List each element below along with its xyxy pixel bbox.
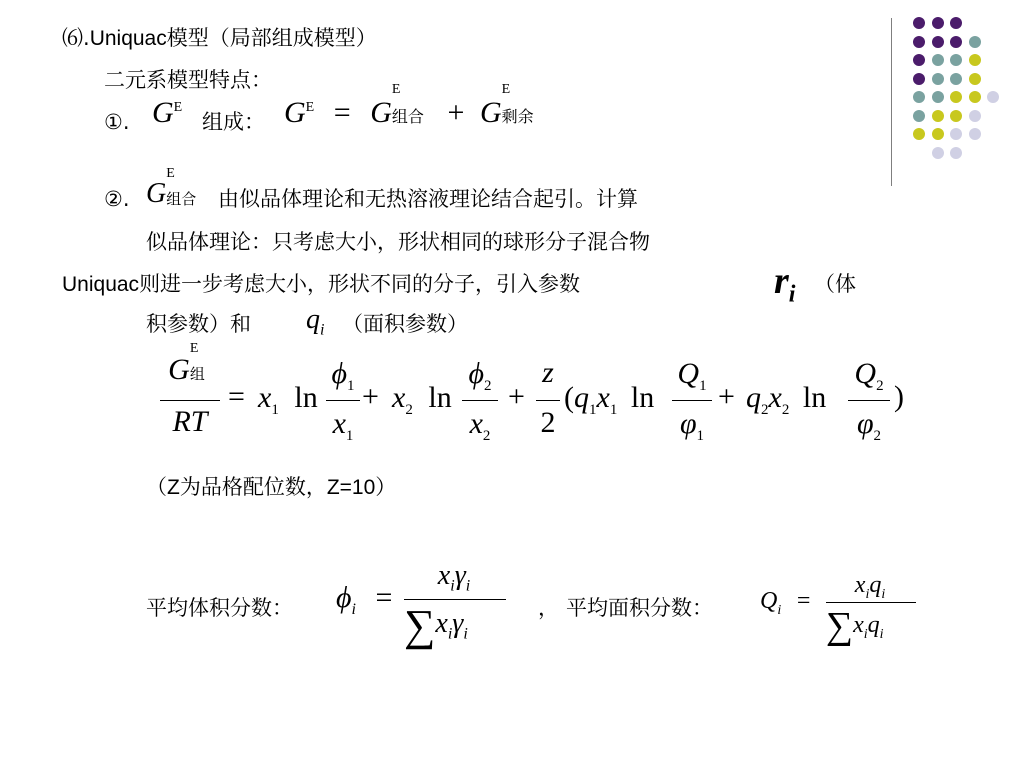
avg-area-lhs: $Q_i$ =: [760, 588, 811, 618]
item2-text: 由似品体理论和无热溶液理论结合起引。计算: [218, 187, 638, 211]
decorative-dot: [913, 36, 925, 48]
plus-2: +: [508, 380, 525, 413]
decorative-dot: [950, 91, 962, 103]
lhs-bar: [160, 400, 220, 401]
decorative-dot: [969, 110, 981, 122]
plus-1: +: [362, 380, 379, 413]
decorative-dot: [932, 54, 944, 66]
term1: $x_1$ ln: [258, 381, 318, 418]
decorative-dot: [913, 110, 925, 122]
decorative-dot: [950, 73, 962, 85]
features-line: 二元系模型特点：: [104, 68, 272, 92]
z-note: （Z为品格配位数，Z=10）: [146, 475, 397, 499]
term3-den: $\varphi_1$: [679, 407, 705, 444]
decorative-dot: [987, 91, 999, 103]
item1-equation: $G^E = G$ E 组合 + G E 剩余: [284, 82, 534, 129]
decorative-dot: [950, 36, 962, 48]
decorative-dot: [950, 128, 962, 140]
avg-area-num: $x_iq_i$: [854, 572, 886, 602]
avg-volume-num: $x_i\gamma_i$: [437, 560, 471, 595]
avg-volume-lhs: $\phi_i$ =: [336, 581, 393, 618]
decorative-dot: [932, 36, 944, 48]
decorative-dot: [969, 36, 981, 48]
item2-ge-symbol: G E 组合: [146, 166, 197, 209]
decorative-dot: [913, 73, 925, 85]
decorative-dot: [950, 17, 962, 29]
decorative-dot: [932, 128, 944, 140]
term1-num: $\phi_1$: [331, 357, 355, 394]
term2-num: $\phi_2$: [468, 357, 492, 394]
heading-latin: Uniquac: [89, 27, 167, 50]
uniquac-latin: Uniquac: [62, 273, 140, 296]
decorative-dot: [932, 91, 944, 103]
decorative-dot: [932, 147, 944, 159]
decorative-dot: [913, 54, 925, 66]
avg-volume-den: $\sum x_i\gamma_i$: [404, 601, 468, 650]
params-text1: 积参数）和: [146, 312, 251, 336]
param-q-symbol: $q_i$: [306, 304, 325, 339]
decorative-dot: [969, 73, 981, 85]
term3: ($q_1x_1$ ln: [564, 381, 655, 418]
param-r-symbol: $r_i$: [774, 260, 796, 308]
slide-heading: [62, 28, 377, 49]
item1-ge-symbol: $G^E$: [152, 96, 183, 129]
decorative-dot: [913, 91, 925, 103]
uniquac-text: 则进一步考虑大小，形状不同的分子，引入参数: [139, 272, 581, 296]
decorative-dot: [950, 147, 962, 159]
uniquac-line: [62, 274, 580, 295]
term1-bar: [326, 400, 360, 401]
decorative-dot: [932, 110, 944, 122]
z-den: 2: [540, 406, 556, 439]
decorative-dot: [950, 54, 962, 66]
lhs-denominator: RT: [172, 405, 208, 438]
heading-number: ⑹.: [62, 26, 90, 50]
avg-area-den: $\sum x_iq_i$: [826, 605, 884, 647]
term2: $x_2$ ln: [392, 381, 452, 418]
decorative-dot: [913, 128, 925, 140]
term3-num: $Q_1$: [677, 357, 707, 394]
avg-area-bar: [826, 602, 916, 603]
term2-bar: [462, 400, 498, 401]
decorative-dot: [932, 73, 944, 85]
decorative-dot: [950, 110, 962, 122]
z-bar: [536, 400, 560, 401]
term1-den: $x_1$: [332, 407, 354, 444]
plus-3: +: [718, 380, 735, 413]
term2-den: $x_2$: [469, 407, 491, 444]
term4-bar: [848, 400, 890, 401]
lhs-numerator: G E 组: [168, 341, 205, 386]
term4: $q_2x_2$ ln: [746, 381, 827, 418]
decorative-dot: [913, 17, 925, 29]
decorative-dot: [969, 91, 981, 103]
item1-marker: ①.: [104, 110, 130, 134]
item2-marker: ②.: [104, 187, 130, 211]
params-text2: （面积参数）: [342, 312, 468, 336]
divider-line: [891, 18, 892, 186]
avg-volume-label: 平均体积分数：: [146, 596, 293, 620]
decorative-dot: [969, 54, 981, 66]
similar-theory-line: 似品体理论：只考虑大小，形状相同的球形分子混合物: [146, 230, 650, 254]
decorative-dot: [932, 17, 944, 29]
uniquac-paren: （体: [814, 272, 856, 296]
item1-label: 组成：: [202, 110, 265, 134]
z-num: z: [542, 356, 554, 389]
term4-num: $Q_2$: [854, 357, 884, 394]
eq-sign: =: [228, 380, 245, 413]
decorative-dot: [969, 128, 981, 140]
close-paren: ): [894, 380, 904, 413]
heading-text: 模型（局部组成模型）: [166, 26, 377, 50]
term4-den: $\varphi_2$: [856, 407, 882, 444]
term3-bar: [672, 400, 712, 401]
avg-area-label: 平均面积分数：: [566, 596, 713, 620]
avg-separator: ，: [538, 596, 559, 620]
